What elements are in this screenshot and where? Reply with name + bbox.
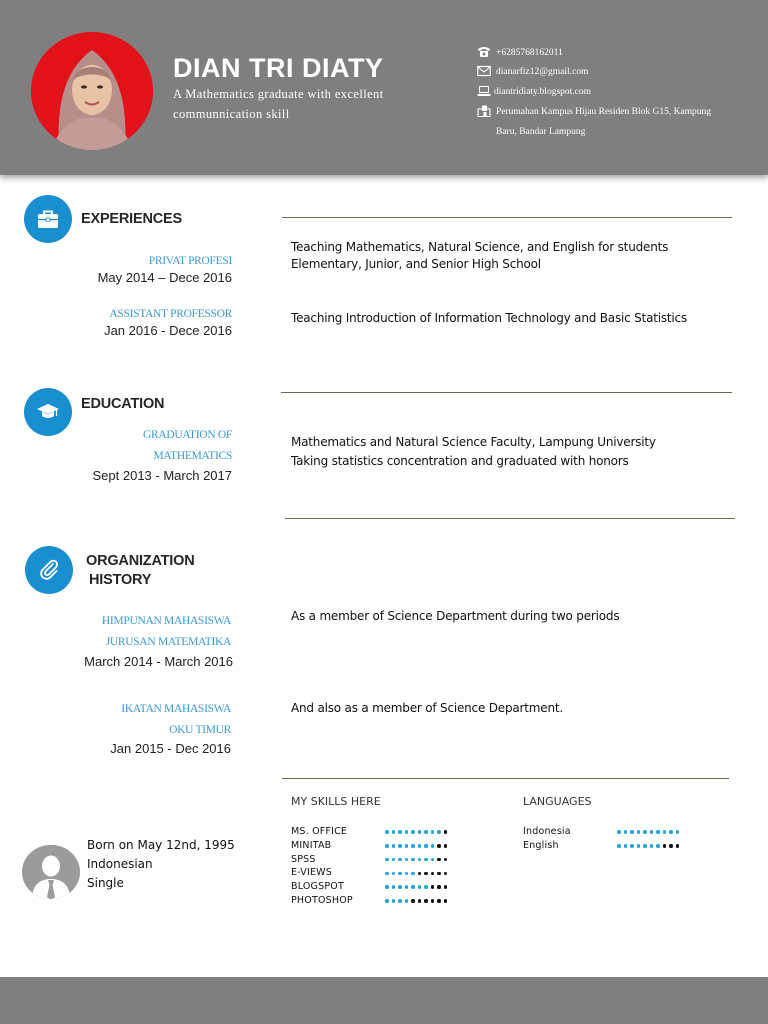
languages-rating-dots bbox=[617, 828, 682, 836]
rating-dot bbox=[444, 858, 448, 862]
divider-organization bbox=[285, 518, 735, 519]
rating-dot bbox=[405, 830, 409, 834]
skills-name: PHOTOSHOP bbox=[291, 895, 353, 906]
skills-rating-dots bbox=[385, 883, 450, 891]
rating-dot bbox=[643, 830, 647, 834]
rating-dot bbox=[624, 844, 628, 848]
paperclip-icon bbox=[25, 546, 73, 594]
skills-name: BLOGSPOT bbox=[291, 881, 344, 893]
section-title-experiences: EXPERIENCES bbox=[81, 211, 182, 227]
section-title-organization-line2: HISTORY bbox=[89, 572, 152, 588]
computer-icon bbox=[477, 85, 491, 97]
rating-dot bbox=[411, 844, 415, 848]
rating-dot bbox=[431, 885, 435, 889]
rating-dot bbox=[411, 858, 415, 862]
rating-dot bbox=[424, 844, 428, 848]
rating-dot bbox=[437, 844, 441, 848]
rating-dot bbox=[424, 899, 428, 903]
divider-education bbox=[281, 392, 732, 393]
skills-name: E-VIEWS bbox=[291, 867, 333, 879]
tagline: A Mathematics graduate with excellent communnication skill bbox=[173, 87, 384, 121]
experience-description-line: Teaching Mathematics, Natural Science, and English for students bbox=[291, 240, 669, 254]
experience-description bbox=[291, 239, 731, 273]
profile-photo-image bbox=[31, 32, 153, 150]
rating-dot bbox=[392, 899, 396, 903]
education-degree-line: GRADUATION OF bbox=[142, 429, 232, 441]
rating-dot bbox=[405, 885, 409, 889]
rating-dot bbox=[392, 858, 396, 862]
full-name: DIAN TRI DIATY bbox=[173, 53, 384, 83]
education-description-line: Mathematics and Natural Science Faculty, Lampung University bbox=[291, 435, 656, 449]
rating-dot bbox=[444, 899, 448, 903]
contact-blog: diantridiaty.blogspot.com bbox=[494, 87, 592, 97]
contact-phone: +6285768162011 bbox=[496, 48, 563, 58]
footer-banner bbox=[0, 977, 768, 1024]
rating-dot bbox=[650, 844, 654, 848]
rating-dot bbox=[437, 899, 441, 903]
rating-dot bbox=[385, 858, 389, 862]
education-degree-line: MATHEMATICS bbox=[153, 450, 232, 462]
skills-name: SPSS bbox=[291, 853, 316, 865]
rating-dot bbox=[669, 844, 673, 848]
rating-dot bbox=[431, 872, 435, 876]
rating-dot bbox=[676, 844, 680, 848]
rating-dot bbox=[617, 844, 621, 848]
rating-dot bbox=[630, 830, 634, 834]
experience-date: Jan 2016 - Dece 2016 bbox=[104, 323, 232, 338]
rating-dot bbox=[385, 872, 389, 876]
rating-dot bbox=[411, 885, 415, 889]
contact-address-line2: Baru, Bandar Lampung bbox=[496, 127, 586, 137]
rating-dot bbox=[392, 844, 396, 848]
section-title-organization: ORGANIZATION bbox=[86, 553, 195, 569]
rating-dot bbox=[656, 844, 660, 848]
experience-description-line: Elementary, Junior, and Senior High School bbox=[291, 257, 541, 271]
rating-dot bbox=[431, 858, 435, 862]
rating-dot bbox=[405, 872, 409, 876]
rating-dot bbox=[418, 858, 422, 862]
education-date: Sept 2013 - March 2017 bbox=[92, 468, 232, 483]
graduation-cap-icon bbox=[24, 388, 72, 436]
personal-nationality: Indonesian bbox=[87, 857, 153, 871]
organization-name-line: JURUSAN MATEMATIKA bbox=[105, 636, 231, 648]
rating-dot bbox=[424, 858, 428, 862]
rating-dot bbox=[444, 830, 448, 834]
skills-name: MINITAB bbox=[291, 839, 332, 851]
rating-dot bbox=[398, 858, 402, 862]
organization-name-line: OKU TIMUR bbox=[169, 724, 231, 736]
skills-rating-dots bbox=[385, 842, 450, 850]
house-icon bbox=[477, 105, 491, 117]
mail-icon bbox=[477, 65, 491, 77]
experience-date: May 2014 – Dece 2016 bbox=[97, 270, 232, 285]
rating-dot bbox=[431, 899, 435, 903]
rating-dot bbox=[405, 844, 409, 848]
languages-heading: LANGUAGES bbox=[523, 795, 592, 808]
rating-dot bbox=[385, 844, 389, 848]
section-title-education: EDUCATION bbox=[81, 396, 165, 412]
languages-name: English bbox=[523, 839, 559, 851]
organization-date: Jan 2015 - Dec 2016 bbox=[110, 741, 231, 756]
divider-skills bbox=[282, 778, 729, 779]
rating-dot bbox=[643, 844, 647, 848]
rating-dot bbox=[650, 830, 654, 834]
rating-dot bbox=[392, 885, 396, 889]
rating-dot bbox=[424, 830, 428, 834]
rating-dot bbox=[437, 830, 441, 834]
rating-dot bbox=[637, 830, 641, 834]
experience-description: Teaching Introduction of Information Technology and Basic Statistics bbox=[291, 311, 688, 325]
rating-dot bbox=[431, 844, 435, 848]
rating-dot bbox=[398, 844, 402, 848]
rating-dot bbox=[444, 885, 448, 889]
rating-dot bbox=[630, 844, 634, 848]
organization-name-line: IKATAN MAHASISWA bbox=[121, 703, 231, 715]
rating-dot bbox=[424, 885, 428, 889]
rating-dot bbox=[624, 830, 628, 834]
rating-dot bbox=[392, 830, 396, 834]
briefcase-icon bbox=[24, 195, 72, 243]
personal-birth: Born on May 12nd, 1995 bbox=[87, 838, 235, 852]
skills-rating-dots bbox=[385, 828, 450, 836]
rating-dot bbox=[418, 885, 422, 889]
languages-rating-dots bbox=[617, 842, 682, 850]
rating-dot bbox=[398, 830, 402, 834]
contact-address-line1: Perumahan Kampus Hijau Residen Blok G15, Kampung bbox=[496, 107, 712, 117]
rating-dot bbox=[444, 844, 448, 848]
profile-photo bbox=[31, 32, 153, 150]
rating-dot bbox=[617, 830, 621, 834]
experience-role: PRIVAT PROFESI bbox=[148, 255, 232, 267]
rating-dot bbox=[656, 830, 660, 834]
rating-dot bbox=[437, 872, 441, 876]
education-description-line: Taking statistics concentration and graduated with honors bbox=[291, 454, 629, 468]
rating-dot bbox=[385, 830, 389, 834]
divider-experiences bbox=[282, 217, 732, 218]
rating-dot bbox=[392, 872, 396, 876]
rating-dot bbox=[663, 830, 667, 834]
rating-dot bbox=[385, 899, 389, 903]
skills-name: MS. OFFICE bbox=[291, 826, 348, 837]
rating-dot bbox=[418, 899, 422, 903]
experience-role: ASSISTANT PROFESSOR bbox=[109, 308, 232, 320]
rating-dot bbox=[418, 830, 422, 834]
rating-dot bbox=[431, 830, 435, 834]
organization-name-line: HIMPUNAN MAHASISWA bbox=[101, 615, 231, 627]
rating-dot bbox=[385, 885, 389, 889]
organization-date: March 2014 - March 2016 bbox=[84, 654, 233, 669]
rating-dot bbox=[418, 872, 422, 876]
skills-rating-dots bbox=[385, 897, 450, 905]
rating-dot bbox=[405, 858, 409, 862]
person-avatar-icon bbox=[22, 845, 80, 899]
contact-email: dianarfiz12@gmail.com bbox=[496, 67, 589, 77]
rating-dot bbox=[411, 899, 415, 903]
rating-dot bbox=[424, 872, 428, 876]
rating-dot bbox=[405, 899, 409, 903]
languages-name: Indonesia bbox=[523, 826, 571, 837]
rating-dot bbox=[411, 830, 415, 834]
organization-description: And also as a member of Science Department. bbox=[291, 701, 563, 715]
rating-dot bbox=[676, 830, 680, 834]
rating-dot bbox=[444, 872, 448, 876]
rating-dot bbox=[663, 844, 667, 848]
education-description bbox=[291, 433, 731, 471]
rating-dot bbox=[398, 872, 402, 876]
personal-status: Single bbox=[87, 876, 124, 890]
rating-dot bbox=[669, 830, 673, 834]
organization-description: As a member of Science Department during two periods bbox=[291, 609, 620, 623]
rating-dot bbox=[398, 885, 402, 889]
rating-dot bbox=[398, 899, 402, 903]
skills-heading: MY SKILLS HERE bbox=[291, 795, 381, 808]
phone-icon bbox=[477, 46, 491, 58]
rating-dot bbox=[437, 858, 441, 862]
skills-rating-dots bbox=[385, 856, 450, 864]
rating-dot bbox=[411, 872, 415, 876]
rating-dot bbox=[637, 844, 641, 848]
rating-dot bbox=[437, 885, 441, 889]
skills-rating-dots bbox=[385, 869, 450, 877]
rating-dot bbox=[418, 844, 422, 848]
